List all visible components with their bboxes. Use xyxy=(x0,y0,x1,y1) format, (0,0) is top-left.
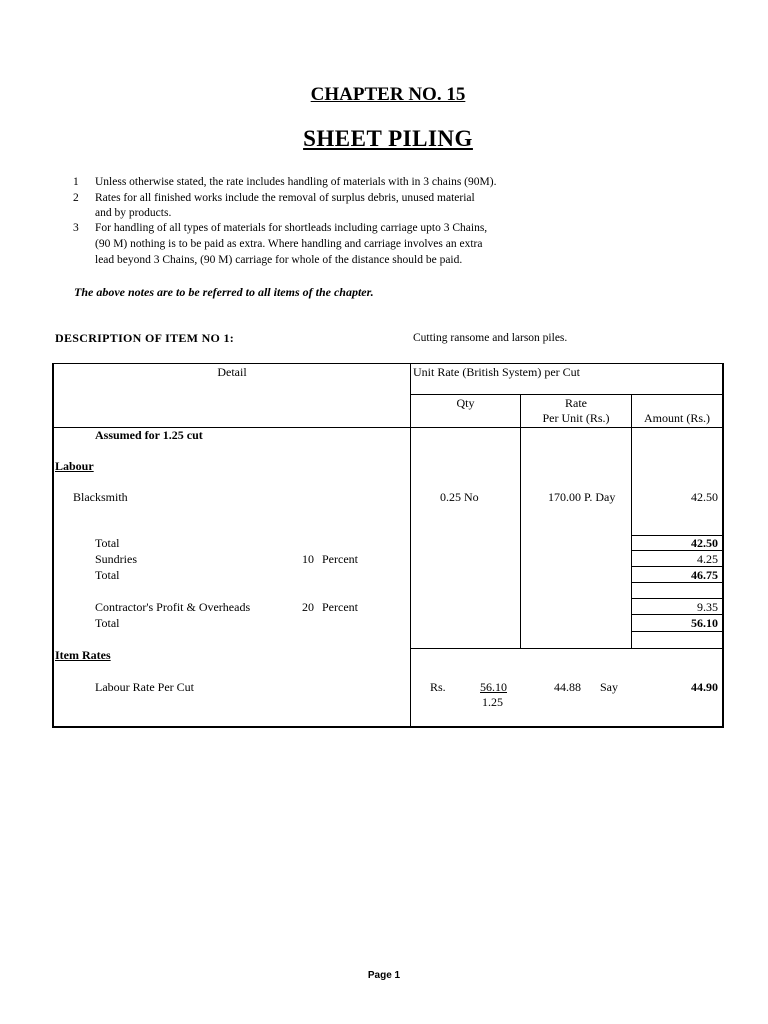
labour-rate-label: Labour Rate Per Cut xyxy=(95,680,194,694)
rate-header: Rate xyxy=(565,396,587,410)
detail-header: Detail xyxy=(217,365,247,379)
total-label: Total xyxy=(95,536,120,550)
chapter-heading: CHAPTER NO. 15 xyxy=(310,84,466,105)
page-number: Page 1 xyxy=(367,970,401,981)
unit-rate-header: Unit Rate (British System) per Cut xyxy=(413,365,580,379)
profit-percent-label: Percent xyxy=(322,600,358,614)
blacksmith-qty: 0.25 No xyxy=(440,490,479,504)
assumed-note: Assumed for 1.25 cut xyxy=(95,428,203,442)
note-text: (90 M) nothing is to be paid as extra. Where handling and carriage involves an extra xyxy=(95,238,483,250)
sundries-label: Sundries xyxy=(95,552,137,566)
blacksmith-label: Blacksmith xyxy=(73,490,128,504)
note-number: 2 xyxy=(73,192,79,204)
qty-header: Qty xyxy=(456,396,475,410)
amount-header: Amount (Rs.) xyxy=(644,411,710,425)
rate-result: 44.88 xyxy=(554,680,581,694)
final-rate: 44.90 xyxy=(691,680,718,694)
note-number: 1 xyxy=(73,176,79,188)
note-text: Unless otherwise stated, the rate includes handling of materials with in 3 chains (90M). xyxy=(95,176,497,188)
blacksmith-rate: 170.00 P. Day xyxy=(548,490,616,504)
note-text: For handling of all types of materials for shortleads including carriage upto 3 Chains, xyxy=(95,222,488,234)
profit-percent: 20 xyxy=(302,600,314,614)
note-text: Rates for all finished works include the removal of surplus debris, unused material xyxy=(95,192,475,204)
total-amount: 46.75 xyxy=(691,568,718,582)
total-amount: 42.50 xyxy=(691,536,718,550)
sundries-amount: 4.25 xyxy=(697,552,718,566)
total-label: Total xyxy=(95,616,120,630)
total-amount: 56.10 xyxy=(691,616,718,630)
note-number: 3 xyxy=(73,222,79,234)
total-label: Total xyxy=(95,568,120,582)
description-label: DESCRIPTION OF ITEM NO 1: xyxy=(55,331,235,345)
blacksmith-amount: 42.50 xyxy=(691,490,718,504)
labour-heading: Labour xyxy=(55,459,94,473)
notes-reference: The above notes are to be referred to all items of the chapter. xyxy=(74,285,374,299)
profit-label: Contractor's Profit & Overheads xyxy=(95,600,251,614)
say-label: Say xyxy=(600,680,618,694)
description-value: Cutting ransome and larson piles. xyxy=(413,332,568,344)
sundries-percent: 10 xyxy=(302,552,314,566)
rate-unit-header: Per Unit (Rs.) xyxy=(542,411,610,425)
currency-label: Rs. xyxy=(430,680,446,694)
note-text: and by products. xyxy=(95,207,172,219)
rate-denominator: 1.25 xyxy=(482,695,503,709)
rate-numerator: 56.10 xyxy=(480,680,507,694)
sundries-percent-label: Percent xyxy=(322,552,358,566)
item-rates-heading: Item Rates xyxy=(55,648,111,662)
profit-amount: 9.35 xyxy=(697,600,718,614)
note-text: lead beyond 3 Chains, (90 M) carriage for whole of the distance should be paid. xyxy=(95,254,463,266)
page-title: SHEET PILING xyxy=(303,126,473,151)
